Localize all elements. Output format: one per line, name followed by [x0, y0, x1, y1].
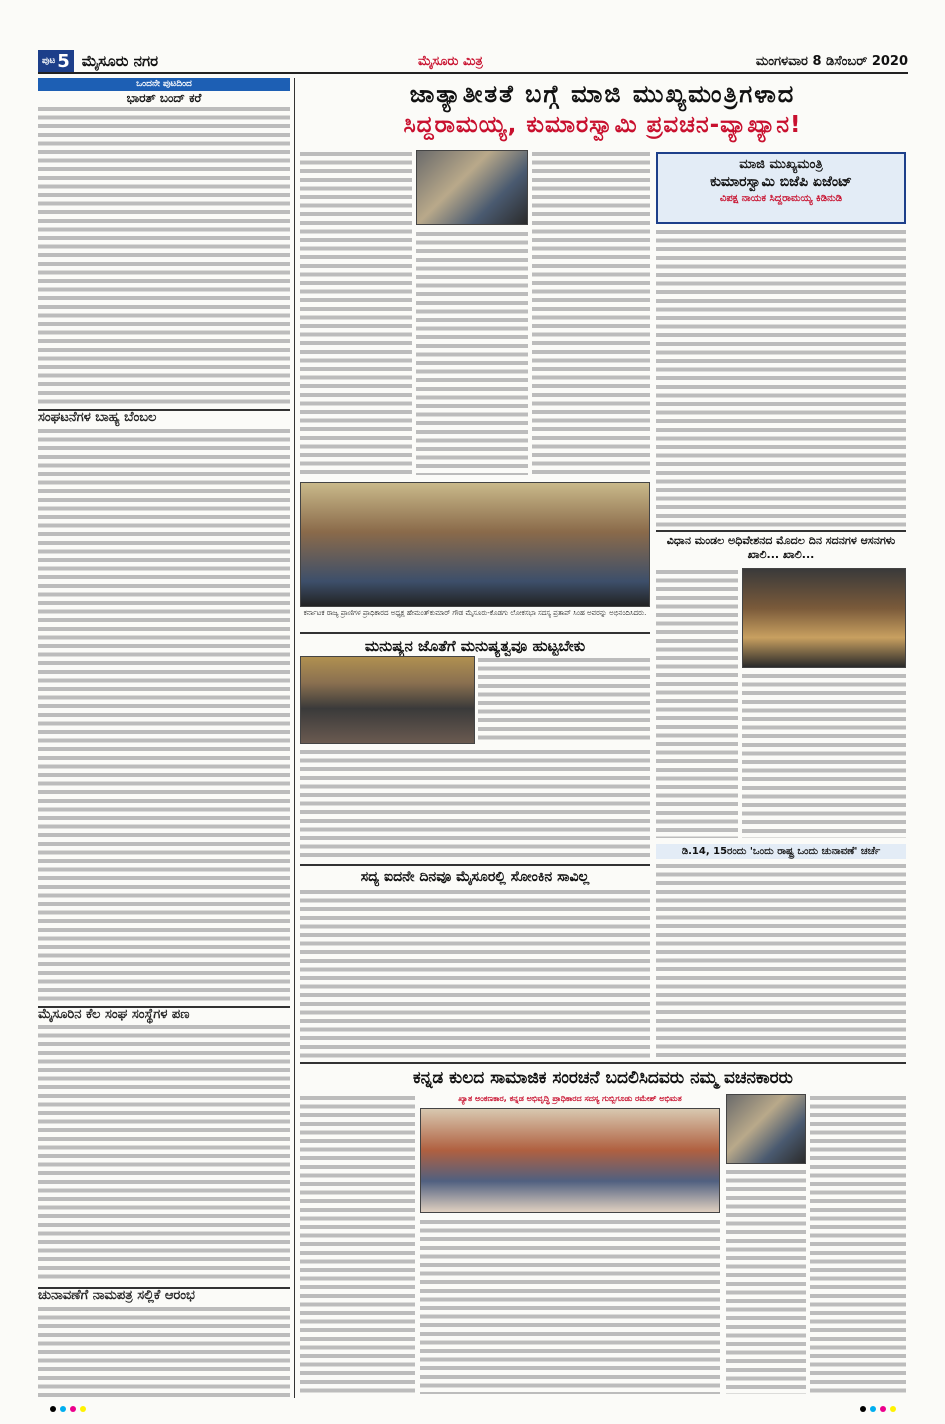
registration-mark	[880, 1406, 886, 1412]
humanity-article-col1	[478, 656, 650, 744]
kumaraswamy-box-head	[656, 152, 906, 224]
page-header	[38, 50, 908, 74]
main-article-col1	[300, 150, 412, 475]
bottom-article-col-left	[300, 1094, 415, 1394]
bottom-headline: ಕನ್ನಡ ಕುಲದ ಸಾಮಾಜಿಕ ಸಂರಚನೆ ಬದಲಿಸಿದವರು ನಮ್ಮ ವಚನಕಾರರು	[300, 1062, 906, 1088]
left-headline-bandh: ಭಾರತ್ ಬಂದ್ ಕರೆ	[126, 90, 202, 105]
box-headline-3: ವಿಪಕ್ಷ ನಾಯಕ ಸಿದ್ದರಾಮಯ್ಯ ಕಿಡಿನುಡಿ	[719, 193, 843, 204]
speaker-photo	[726, 1094, 806, 1164]
left-headline-nomination: ಚುನಾವಣೆಗೆ ನಾಮಪತ್ರ ಸಲ್ಲಿಕೆ ಆರಂಭ	[38, 1287, 290, 1301]
politicians-photo	[416, 150, 528, 225]
bottom-subheadline: ಖ್ಯಾತ ಅಂಕಣಕಾರ, ಕನ್ನಡ ಅಭಿವೃದ್ಧಿ ಪ್ರಾಧಿಕಾರದ ಸದಸ್ಯ ಗುಬ್ಬಿಗೂಡು ರಮೇಶ್ ಅಭಿಮತ	[458, 1094, 682, 1103]
humanity-article-col2	[300, 748, 650, 860]
main-headline-line2: ಸಿದ್ದರಾಮಯ್ಯ, ಕುಮಾರಸ್ವಾಮಿ ಪ್ರವಚನ-ವ್ಯಾಖ್ಯಾನ!	[403, 112, 802, 138]
main-article-col3	[532, 150, 650, 475]
right-article-body	[656, 228, 906, 528]
bottom-article-col-right2	[726, 1168, 806, 1394]
section-title: ಮೈಸೂರು ನಗರ	[81, 52, 159, 70]
continued-tag: ಒಂದನೇ ಪುಟದಿಂದ	[38, 78, 290, 91]
article-body	[38, 105, 290, 405]
session-article-text-2	[742, 672, 906, 838]
session-headline: ವಿಧಾನ ಮಂಡಲ ಅಧಿವೇಶನದ ಮೊದಲ ದಿನ ಸದನಗಳ ಆಸನಗಳು ಖಾಲಿ... ಖಾಲಿ...	[656, 530, 906, 562]
felicitation-photo	[300, 482, 650, 607]
left-headline-support: ಸಂಘಟನೆಗಳ ಬಾಹ್ಯ ಬೆಂಬಲ	[38, 409, 290, 423]
assembly-hall-photo	[742, 568, 906, 668]
registration-mark	[70, 1406, 76, 1412]
registration-mark	[60, 1406, 66, 1412]
covid-headline: ಸದ್ಯ ಐದನೇ ದಿನವೂ ಮೈಸೂರಲ್ಲಿ ಸೋಂಕಿನ ಸಾವಿಲ್ಲ	[300, 864, 650, 885]
left-column	[38, 78, 290, 1398]
box-headline-1: ಮಾಜಿ ಮುಖ್ಯಮಂತ್ರಿ	[739, 157, 823, 172]
registration-mark	[890, 1406, 896, 1412]
event-photo	[300, 656, 475, 744]
main-headline-line1: ಜಾತ್ಯಾತೀತತೆ ಬಗ್ಗೆ ಮಾಜಿ ಮುಖ್ಯಮಂತ್ರಿಗಳಾದ	[409, 80, 796, 108]
article-body	[38, 1305, 290, 1398]
election-headline: ಡಿ.14, 15ರಂದು 'ಒಂದು ರಾಷ್ಟ್ರ ಒಂದು ಚುನಾವಣೆ' ಚರ್ಚೆ	[656, 844, 906, 859]
page-number-badge	[38, 50, 74, 72]
registration-mark	[870, 1406, 876, 1412]
registration-mark	[860, 1406, 866, 1412]
bottom-article-col-right	[810, 1094, 906, 1394]
page-number: 5	[57, 50, 70, 72]
registration-mark	[80, 1406, 86, 1412]
box-headline-2: ಕುಮಾರಸ್ವಾಮಿ ಬಿಜೆಪಿ ಏಜೆಂಟ್	[710, 174, 852, 190]
session-article-text	[656, 568, 738, 838]
covid-article-text	[300, 888, 650, 1058]
bottom-article-col-mid	[420, 1218, 720, 1394]
masthead: ಮೈಸೂರು ಮಿತ್ರ	[418, 53, 483, 69]
page-label: ಪುಟ	[42, 56, 56, 66]
election-article-text	[656, 862, 906, 1057]
felicitation-caption: ಕರ್ನಾಟಕ ರಾಜ್ಯ ಪ್ರಾಣಿಗಳ ಪ್ರಾಧಿಕಾರದ ಅಧ್ಯಕ್ಷ ಹೇಮಂತ್‌ಕುಮಾರ್ ಗೌಡ ಮೈಸೂರು-ಕೊಡಗು ಲೋಕಸಭಾ ಸದಸ್ಯ ಪ್ರತಾಪ್ ಸಿಂಹ ಅವರನ್ನು ಅಭಿನಂದಿಸಿದರು.	[303, 609, 647, 617]
registration-mark	[50, 1406, 56, 1412]
issue-date: ಮಂಗಳವಾರ 8 ಡಿಸೆಂಬರ್ 2020	[755, 53, 908, 69]
article-body	[38, 1023, 290, 1283]
article-body	[38, 427, 290, 1002]
left-headline-organizations: ಮೈಸೂರಿನ ಕೆಲ ಸಂಘ ಸಂಸ್ಥೆಗಳ ಪಣ	[38, 1006, 290, 1020]
book-release-photo	[420, 1108, 720, 1213]
main-article-col2	[416, 230, 528, 475]
column-divider	[294, 78, 295, 1398]
humanity-headline: ಮನುಷ್ಯನ ಜೊತೆಗೆ ಮನುಷ್ಯತ್ವವೂ ಹುಟ್ಟಬೇಕು	[300, 632, 650, 655]
